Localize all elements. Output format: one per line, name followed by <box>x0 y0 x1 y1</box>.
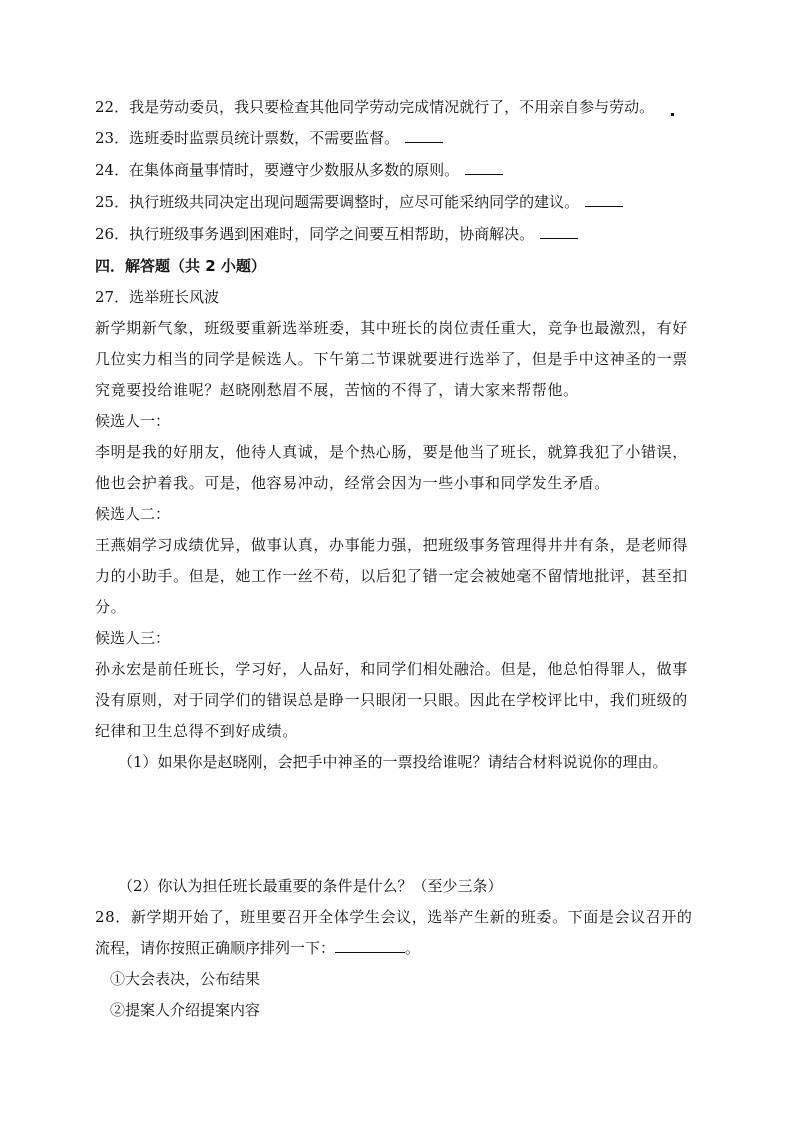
question-23 <box>95 128 443 148</box>
question-text: 26．执行班级事务遇到困难时，同学之间要互相帮助，协商解决。 <box>95 225 535 243</box>
answer-mark <box>671 113 674 116</box>
candidate-2-label: 候选人二： <box>95 505 171 523</box>
q28-option: ①大会表决，公布结果 <box>110 970 261 988</box>
candidate-3-line: 纪律和卫生总得不到好成绩。 <box>95 722 298 740</box>
candidate-3-label: 候选人三： <box>95 629 171 647</box>
question-25 <box>95 192 623 212</box>
q28-option: ②提案人介绍提案内容 <box>110 1001 261 1019</box>
question-text: 25．执行班级共同决定出现问题需要调整时，应尽可能采纳同学的建议。 <box>95 193 580 211</box>
answer-blank[interactable] <box>540 224 578 239</box>
question-26 <box>95 224 578 244</box>
question-28-line <box>95 938 420 958</box>
candidate-1-line: 李明是我的好朋友，他待人真诚，是个热心肠，要是他当了班长，就算我犯了小错误， <box>95 443 688 461</box>
question-text: 22．我是劳动委员，我只要检查其他同学劳动完成情况就行了，不用亲自参与劳动。 <box>95 98 655 116</box>
candidate-3-line: 孙永宏是前任班长，学习好，人品好，和同学们相处融洽。但是，他总怕得罪人，做事 <box>95 660 688 678</box>
candidate-1-label: 候选人一： <box>95 412 171 430</box>
candidate-3-line: 没有原则，对于同学们的错误总是睁一只眼闭一只眼。因此在学校评比中，我们班级的 <box>95 691 688 709</box>
answer-blank[interactable] <box>465 160 503 175</box>
section-heading: 四．解答题（共 2 小题） <box>95 257 266 275</box>
candidate-2-line: 力的小助手。但是，她工作一丝不苟，以后犯了错一定会被她毫不留情地批评，甚至扣 <box>95 567 688 585</box>
candidate-1-line: 他也会护着我。可是，他容易冲动，经常会因为一些小事和同学发生矛盾。 <box>95 474 610 492</box>
question-28-line: 28．新学期开始了，班里要召开全体学生会议，选举产生新的班委。下面是会议召开的 <box>95 908 693 926</box>
punctuation: 。 <box>405 939 421 957</box>
question-text: 流程，请你按照正确顺序排列一下： <box>95 939 336 957</box>
q27-sub-question-1: （1）如果你是赵晓刚，会把手中神圣的一票投给谁呢？请结合材料说说你的理由。 <box>118 753 668 771</box>
answer-blank[interactable] <box>585 192 623 207</box>
question-text: 24．在集体商量事情时，要遵守少数服从多数的原则。 <box>95 161 460 179</box>
q27-intro-line: 几位实力相当的同学是候选人。下午第二节课就要进行选举了，但是手中这神圣的一票 <box>95 350 688 368</box>
candidate-2-line: 分。 <box>95 598 127 616</box>
q27-intro-line: 究竟要投给谁呢？赵晓刚愁眉不展，苦恼的不得了，请大家来帮帮他。 <box>95 381 579 399</box>
q27-intro-line: 新学期新气象，班级要重新选举班委，其中班长的岗位责任重大，竞争也最激烈，有好 <box>95 319 688 337</box>
candidate-2-line: 王燕娟学习成绩优异，做事认真，办事能力强，把班级事务管理得井井有条，是老师得 <box>95 536 688 554</box>
question-27-title: 27．选举班长风波 <box>95 288 220 306</box>
question-24 <box>95 160 503 180</box>
answer-blank[interactable] <box>405 128 443 143</box>
question-text: 23．选班委时监票员统计票数，不需要监督。 <box>95 129 400 147</box>
answer-blank[interactable] <box>335 938 405 953</box>
q27-sub-question-2: （2）你认为担任班长最重要的条件是什么？（至少三条） <box>118 877 503 895</box>
question-22 <box>95 97 674 117</box>
